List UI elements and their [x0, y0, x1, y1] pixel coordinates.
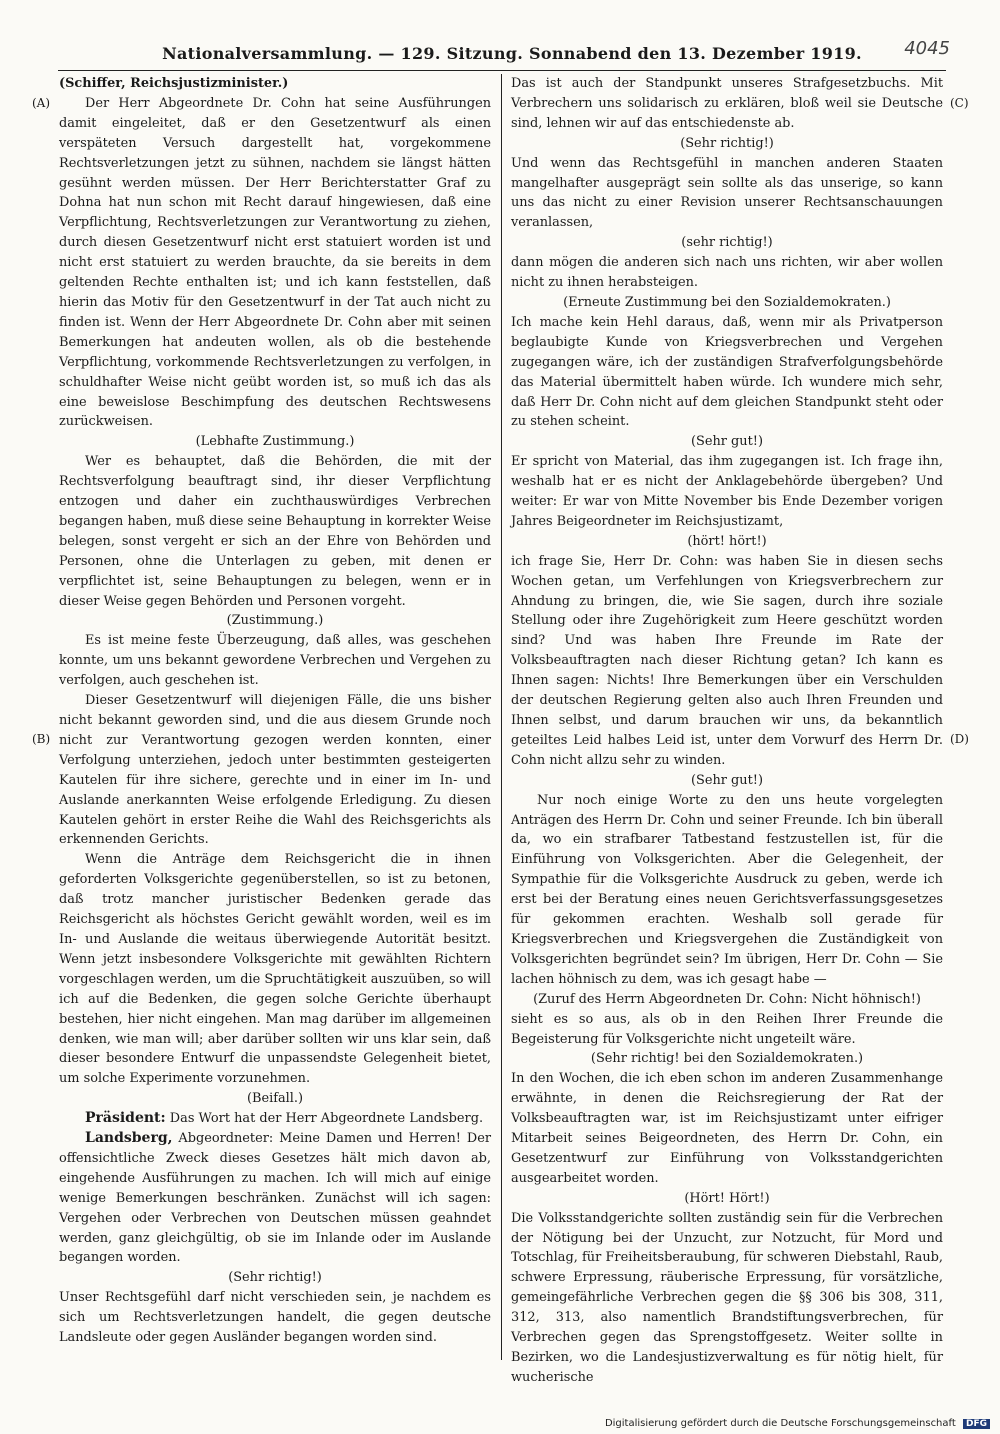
paragraph: dann mögen die anderen sich nach uns richten, wir aber wollen nicht zu ihnen herabsteigen.	[511, 255, 943, 291]
speaker-name: Landsberg,	[85, 1130, 173, 1147]
margin-mark-a: (A)	[32, 96, 51, 110]
header-rule	[58, 70, 946, 71]
page-number: 4045	[904, 38, 950, 59]
paragraph: In den Wochen, die ich eben schon im anderen Zusammenhange erwähnte, in denen die Reichsregierung der Rat der Volksbeauftragten war, ist im Reichsjustizamt unter eifriger Mitarbeit seines Beigeordneten, des Herrn Dr. Cohn, ein Gesetzentwurf zur Einführung von Volksstandgerichten ausgearbeitet worden.	[511, 1071, 943, 1186]
speaker-paragraph	[59, 1129, 491, 1268]
paragraph: Der Herr Abgeordnete Dr. Cohn hat seine Ausführungen damit eingeleitet, daß er den Gesetzentwurf als einen verspäteten Versuch dargestellt hat, vorgekommene Rechtsverletzungen jetzt zu sühnen, nachdem sie längst hätten gesühnt werden müssen. Der Herr Berichterstatter Graf zu Dohna hat nun schon mit Recht darauf hingewiesen, daß eine Verpflichtung, Rechtsverletzungen zur Verantwortung zu ziehen, durch diesen Gesetzentwurf nicht erst statuiert worden ist und nicht erst statuiert zu werden brauchte, da sie bereits in dem geltenden Rechte enthalten ist; und ich kann feststellen, daß hierin das Motiv für den Gesetzentwurf in der Tat auch nicht zu finden ist. Wenn der Herr Abgeordnete Dr. Cohn aber mit seinen Bemerkungen hat andeuten wollen, als ob die bestehende Verpflichtung, vorkommende Rechtsverletzungen zu verfolgen, in schuldhafter Weise nicht geübt worden ist, so muß ich das als eine beweislose Beschimpfung des deutschen Rechtswesens zurückweisen.	[59, 95, 491, 430]
page-header: Nationalversammlung. — 129. Sitzung. Sonnabend den 13. Dezember 1919.	[162, 44, 862, 63]
interjection: (sehr richtig!)	[681, 235, 773, 251]
paragraph: Das ist auch der Standpunkt unseres Strafgesetzbuchs. Mit Verbrechern uns solidarisch zu erklären, bloß weil sie Deutsche sind, lehnen wir auf das entschiedenste ab.	[511, 76, 943, 131]
interjection: (Lebhafte Zustimmung.)	[195, 434, 355, 450]
margin-mark-d: (D)	[950, 732, 969, 746]
paragraph: Es ist meine feste Überzeugung, daß alles, was geschehen konnte, um uns bekannt gewordene Verbrechen und Vergehen zu verfolgen, auch geschehen ist.	[59, 633, 491, 689]
paragraph: Unser Rechtsgefühl darf nicht verschieden sein, je nachdem es sich um Rechtsverletzungen handelt, die gegen deutsche Landsleute oder gegen Ausländer begangen worden sind.	[59, 1290, 491, 1346]
footer-credit	[605, 1418, 990, 1429]
margin-mark-c: (C)	[950, 96, 969, 110]
interjection: (Sehr gut!)	[691, 434, 763, 450]
speaker-name: Präsident:	[85, 1110, 166, 1127]
interjection: (Erneute Zustimmung bei den Sozialdemokraten.)	[563, 294, 891, 310]
right-column	[511, 74, 943, 1388]
interjection: (Hört! Hört!)	[684, 1190, 770, 1206]
interjection: (hört! hört!)	[687, 533, 767, 549]
paragraph: Wer es behauptet, daß die Behörden, die mit der Rechtsverfolgung beauftragt sind, ihr dieser Verpflichtung entzogen und daher ein zuchthauswürdiges Verbrechen begangen haben, muß diese seine Behauptung in korrekter Weise belegen, sonst vergeht er sich an der Ehre von Behörden und Personen, ohne die Unterlagen zu geben, mit denen er verpflichtet ist, seine Behauptungen zu belegen, wenn er in dieser Weise gegen Behörden und Personen vorgeht.	[59, 454, 491, 609]
interjection: (Beifall.)	[246, 1091, 304, 1107]
column-divider	[501, 74, 502, 1360]
speaker-paragraph	[59, 1109, 491, 1129]
interjection: (Zuruf des Herrn Abgeordneten Dr. Cohn: Nicht höhnisch!)	[533, 991, 921, 1007]
interjection: (Zustimmung.)	[226, 613, 324, 629]
interjection: (Sehr richtig!)	[228, 1270, 322, 1286]
paragraph: sieht es so aus, als ob in den Reihen Ihrer Freunde die Begeisterung für Volksgerichte nicht ungeteilt wäre.	[511, 1011, 943, 1047]
paragraph: Die Volksstandgerichte sollten zuständig sein für die Verbrechen der Nötigung bei der Unzucht, zur Notzucht, für Mord und Totschlag, für Freiheitsberaubung, für schweren Diebstahl, Raub, schwere Erpressung, räuberische Erpressung, für vorsätzliche, gemeingefährliche Verbrechen gegen die §§ 306 bis 308, 311, 312, 313, also namentlich Brandstiftungsverbrechen, für Verbrechen gegen das Sprengstoffgesetz. Weiter sollte in Bezirken, wo die Landesjustizverwaltung es für nötig hielt, für wucherische	[511, 1210, 943, 1385]
speech-text: Das Wort hat der Herr Abgeordnete Landsberg.	[169, 1111, 484, 1127]
paragraph: Und wenn das Rechtsgefühl in manchen anderen Staaten mangelhafter ausgeprägt sein sollte als das unserige, so kann uns das nicht zu einer Revision unserer Rechtsanschauungen veranlassen,	[511, 155, 943, 231]
speech-text: Abgeordneter: Meine Damen und Herren! Der offensichtliche Zweck dieses Gesetzes hält mich davon ab, eingehende Ausführungen zu machen. Ich will mich auf einige wenige Bemerkungen beschränken. Zunächst will ich sagen: Vergehen oder Verbrechen von Deutschen müssen geahndet werden, ganz gleichgültig, ob sie im Inlande oder im Auslande begangen worden.	[59, 1131, 491, 1266]
interjection: (Sehr gut!)	[691, 772, 763, 788]
paragraph: Er spricht von Material, das ihm zugegangen ist. Ich frage ihn, weshalb hat er es nicht der Anklagebehörde übergeben? Und weiter: Er war von Mitte November bis Ende Dezember vorigen Jahres Beigeordneter im Reichsjustizamt,	[511, 454, 943, 529]
paragraph: Dieser Gesetzentwurf will diejenigen Fälle, die uns bisher nicht bekannt geworden sind, und die aus diesem Grunde noch nicht zur Verantwortung gezogen werden konnten, einer Verfolgung unterziehen, jedoch unter bestimmten gesteigerten Kautelen für ihre sichere, gerechte und in einer im In- und Auslande anerkannten Weise erfolgende Erledigung. Zu diesen Kautelen gehört in erster Reihe die Wahl des Reichsgerichts als erkennenden Gerichts.	[59, 693, 491, 848]
paragraph: Nur noch einige Worte zu den uns heute vorgelegten Anträgen des Herrn Dr. Cohn und seiner Freunde. Ich bin überall da, wo ein strafbarer Tatbestand festzustellen ist, für die Einführung von Volksgerichten. Aber die Gelegenheit, der Sympathie für die Volksgerichte Ausdruck zu geben, werde ich erst bei der Beratung eines neuen Gerichtsverfassungsgesetzes für gekommen erachten. Weshalb soll gerade für Kriegsverbrechen und Kriegsvergehen die Zuständigkeit von Volksgerichten begründet sein? Im übrigen, Herr Dr. Cohn — Sie lachen höhnisch zu dem, was ich gesagt habe —	[511, 792, 943, 987]
footer-text: Digitalisierung gefördert durch die Deutsche Forschungsgemeinschaft	[604, 1418, 956, 1429]
left-column	[59, 74, 491, 1348]
paragraph: Ich mache kein Hehl daraus, daß, wenn mir als Privatperson beglaubigte Kunde von Kriegsverbrechen und Vergehen zugegangen wäre, ich der zuständigen Strafverfolgungsbehörde das Material übermittelt haben würde. Ich wundere mich sehr, daß Herr Dr. Cohn nicht auf dem gleichen Standpunkt steht oder zu stehen scheint.	[511, 314, 943, 430]
paragraph: Wenn die Anträge dem Reichsgericht die in ihnen geforderten Volksgerichte gegenüberstellen, so ist zu betonen, daß trotz mancher juristischer Bedenken gerade das Reichsgericht als höchstes Gericht gewählt worden, weil es im In- und Auslande die weitaus überwiegende Autorität besitzt. Wenn jetzt insbesondere Volksgerichte mit gewählten Richtern vorgeschlagen werden, um die Spruchtätigkeit auszuüben, so will ich auf die Bedenken, die gegen solche Gerichte überhaupt bestehen, hier nicht eingehen. Man mag darüber im allgemeinen denken, wie man will; aber darüber sollten wir uns klar sein, daß dieser besondere Entwurf die unpassendste Gelegenheit bietet, um solche Experimente vorzunehmen.	[59, 852, 491, 1087]
interjection: (Sehr richtig!)	[680, 135, 774, 151]
dfg-logo: DFG	[963, 1419, 990, 1429]
speaker-note: (Schiffer, Reichsjustizminister.)	[59, 76, 289, 91]
interjection: (Sehr richtig! bei den Sozialdemokraten.)	[590, 1051, 864, 1067]
paragraph: ich frage Sie, Herr Dr. Cohn: was haben Sie in diesen sechs Wochen getan, um Verfehlungen von Kriegsverbrechern zur Ahndung zu bringen, die, wie Sie sagen, durch ihre soziale Stellung oder ihre Zugehörigkeit zum Heere geschützt worden sind? Und was haben Ihre Freunde im Rate der Volksbeauftragten nach dieser Richtung getan? Ich kann es Ihnen sagen: Nichts! Ihre Bemerkungen über ein Verschulden der deutschen Regierung gelten also auch Ihren Freunden und Ihnen selbst, und darum brauchen wir uns, da bekanntlich geteiltes Leid halbes Leid ist, unter dem Vorwurf des Herrn Dr. Cohn nicht allzu sehr zu winden.	[511, 553, 943, 768]
margin-mark-b: (B)	[32, 732, 51, 746]
